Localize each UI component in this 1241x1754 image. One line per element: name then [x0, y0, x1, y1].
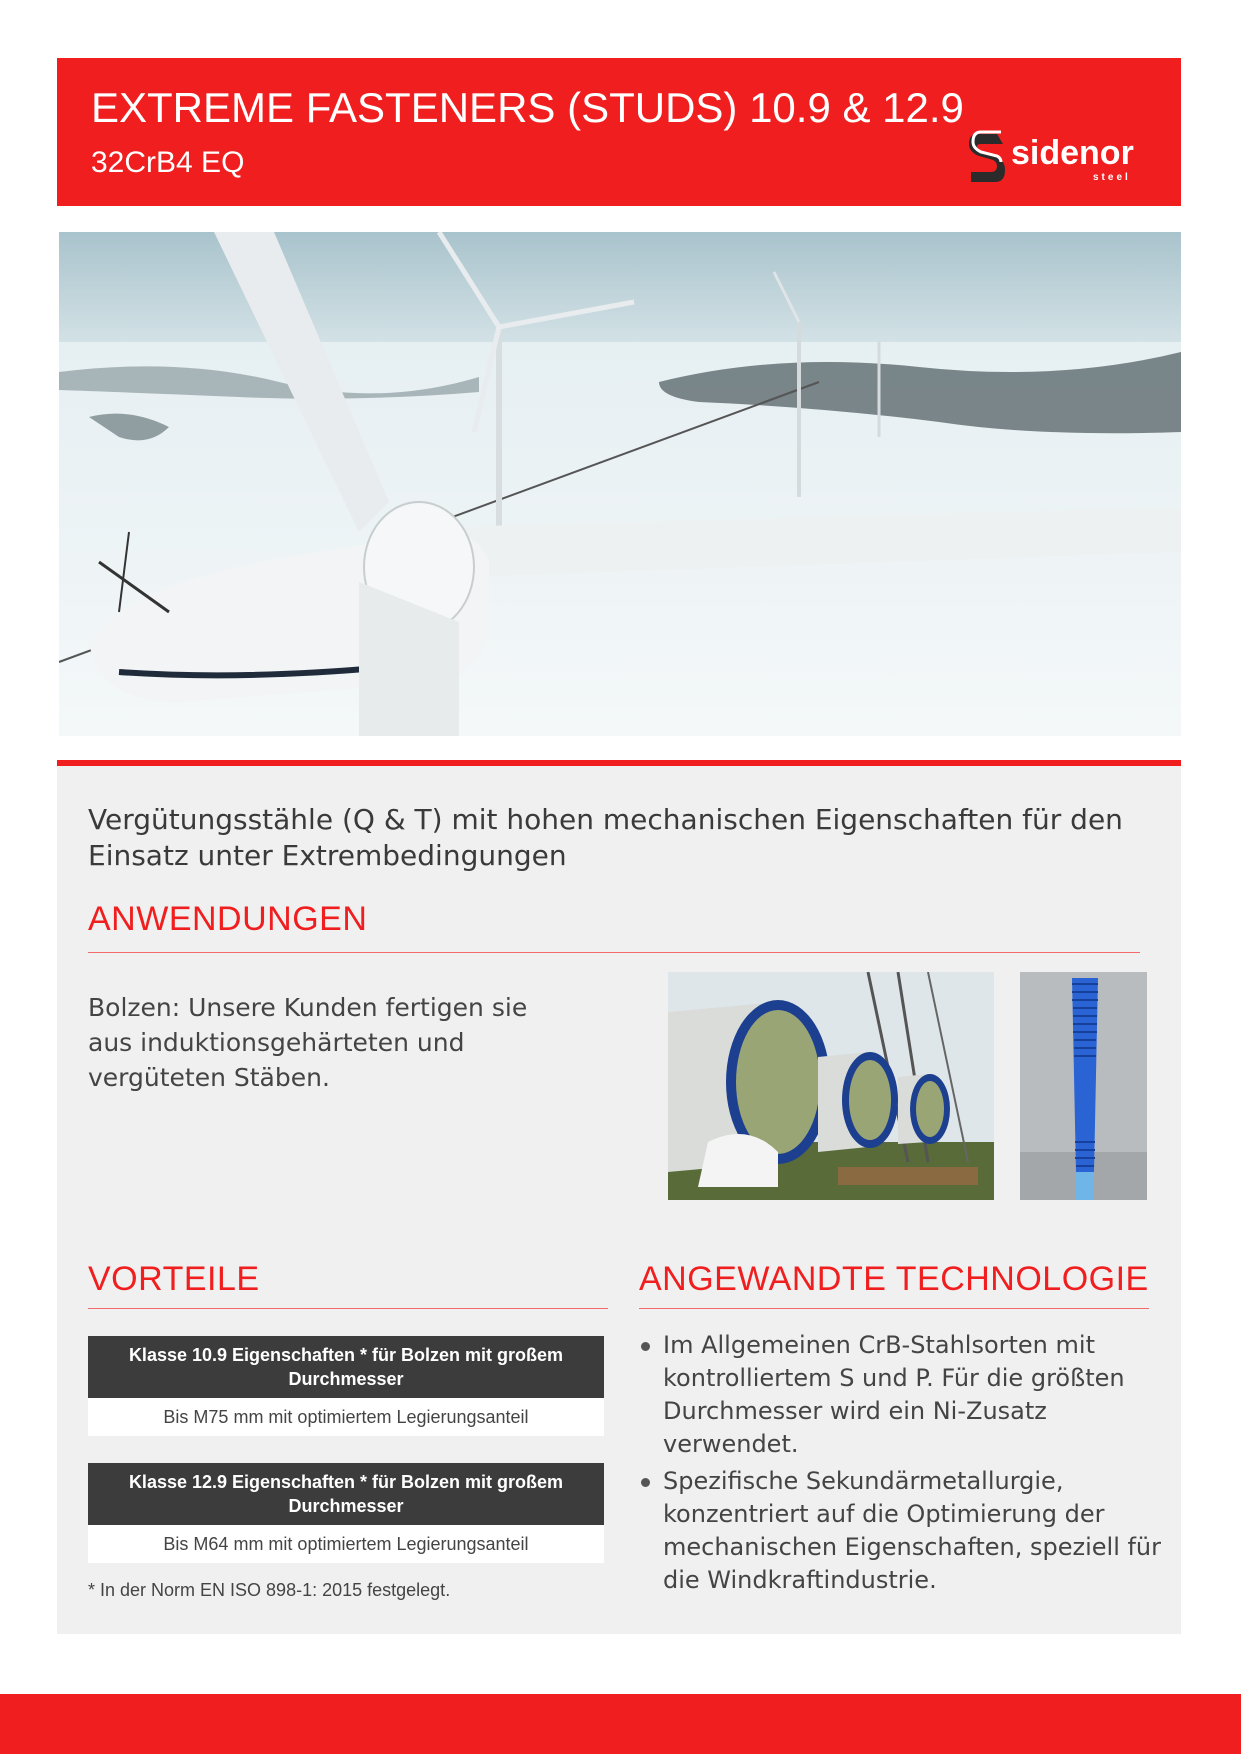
- list-item: [639, 1329, 1169, 1461]
- hero-photo: [59, 232, 1181, 736]
- applications-photo-left: [668, 972, 994, 1200]
- advantage-box-title: Klasse 10.9 Eigenschaften * für Bolzen mit großem Durchmesser: [88, 1336, 604, 1398]
- list-item: [639, 1465, 1169, 1597]
- advantage-box-title: Klasse 12.9 Eigenschaften * für Bolzen mit großem Durchmesser: [88, 1463, 604, 1525]
- intro-text: Vergütungsstähle (Q & T) mit hohen mechanischen Eigenschaften für den Einsatz unter Extrembedingungen: [88, 803, 1123, 872]
- applications-divider: [88, 952, 1140, 953]
- technology-item-text: Spezifische Sekundärmetallurgie, konzentriert auf die Optimierung der mechanischen Eigenschaften, speziell für die Windkraftindustrie.: [663, 1467, 1162, 1594]
- content-panel: [57, 760, 1181, 1634]
- technology-divider: [639, 1308, 1149, 1309]
- page-header: [57, 58, 1181, 206]
- blue-threaded-stud-photo: [1020, 972, 1147, 1200]
- bullet-icon: [641, 1478, 650, 1487]
- turbine-tower-sections-photo: [668, 972, 994, 1200]
- technology-heading: ANGEWANDTE TECHNOLOGIE: [639, 1260, 1149, 1298]
- advantage-box-detail: Bis M64 mm mit optimiertem Legierungsanteil: [88, 1525, 604, 1563]
- logo-wordmark: sidenor: [1011, 134, 1134, 172]
- footer-bar: [0, 1694, 1241, 1754]
- advantage-box-detail: Bis M75 mm mit optimiertem Legierungsanteil: [88, 1398, 604, 1436]
- standard-footnote: * In der Norm EN ISO 898-1: 2015 festgelegt.: [88, 1580, 451, 1600]
- advantages-divider: [88, 1308, 608, 1309]
- applications-photo-right: [1020, 972, 1147, 1200]
- technology-item-text: Im Allgemeinen CrB-Stahlsorten mit kontrolliertem S und P. Für die größten Durchmesser wird ein Ni-Zusatz verwendet.: [663, 1331, 1125, 1458]
- advantage-box-12-9: [88, 1463, 604, 1563]
- page-title: EXTREME FASTENERS (STUDS) 10.9 & 12.9: [91, 84, 964, 131]
- applications-heading: ANWENDUNGEN: [88, 900, 368, 938]
- applications-text: Bolzen: Unsere Kunden fertigen sie aus induktionsgehärteten und vergüteten Stäben.: [88, 993, 528, 1092]
- advantages-heading: VORTEILE: [88, 1260, 260, 1298]
- technology-list: [639, 1329, 1169, 1601]
- wind-turbine-snow-landscape-photo: [59, 232, 1181, 736]
- bullet-icon: [641, 1342, 650, 1351]
- company-logo: [967, 130, 1157, 186]
- advantage-box-10-9: [88, 1336, 604, 1436]
- page-subtitle: 32CrB4 EQ: [91, 146, 245, 179]
- logo-subtext: steel: [1093, 172, 1131, 183]
- sidenor-s-icon: [967, 130, 1007, 186]
